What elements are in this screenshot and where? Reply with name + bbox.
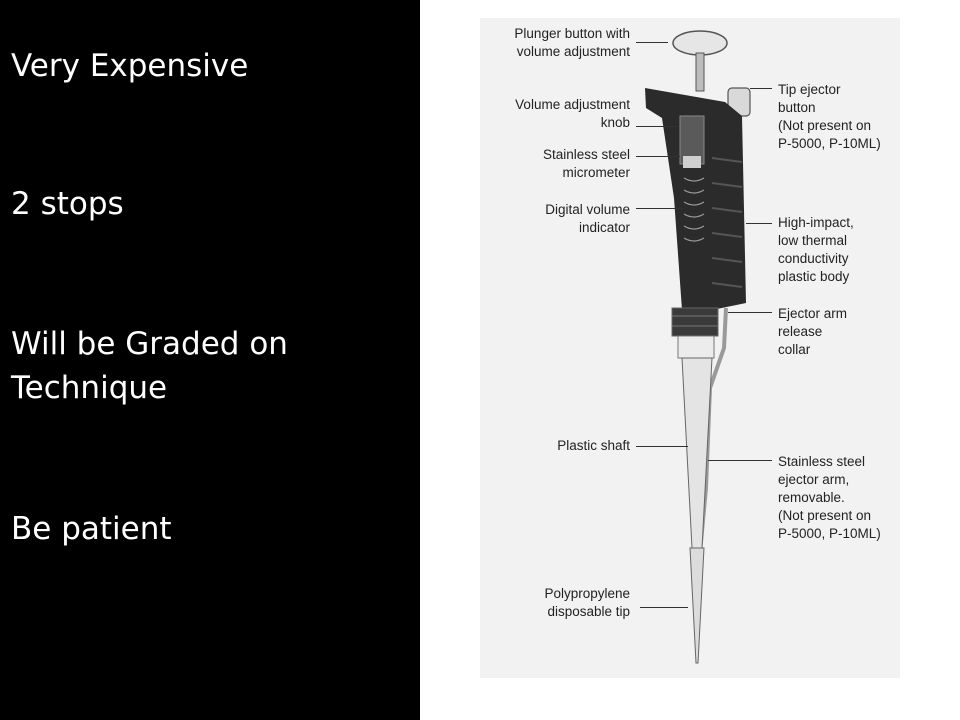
label-volume-adjustment-knob: Volume adjustment knob	[515, 97, 630, 130]
leader-line	[636, 208, 682, 209]
bullet-two-stops: 2 stops	[11, 186, 124, 222]
label-ejector-arm-release-collar: Ejector arm release collar	[778, 306, 848, 357]
leader-line	[708, 460, 772, 461]
label-plastic-shaft: Plastic shaft	[557, 438, 630, 453]
leader-line	[636, 446, 688, 447]
plunger-button-icon	[673, 31, 727, 55]
bullet-graded-on-technique: Will be Graded on Technique	[11, 326, 288, 406]
label-stainless-steel-ejector-arm: Stainless steel ejector arm, removable. (Not present on P-5000, P-10ML)	[778, 454, 881, 541]
bullet-very-expensive: Very Expensive	[11, 48, 249, 84]
left-text-panel	[0, 0, 420, 720]
plastic-shaft-icon	[682, 358, 712, 548]
leader-line	[636, 42, 668, 43]
label-disposable-tip: Polypropylene disposable tip	[544, 586, 630, 619]
leader-line	[750, 88, 772, 89]
lower-collar	[678, 336, 714, 358]
micrometer-icon	[683, 156, 701, 168]
label-plunger-button: Plunger button with volume adjustment	[514, 26, 630, 59]
label-plastic-body: High-impact, low thermal conductivity plastic body	[778, 215, 854, 284]
label-stainless-steel-micrometer: Stainless steel micrometer	[542, 147, 630, 180]
leader-line	[636, 156, 680, 157]
leader-line	[640, 607, 688, 608]
ejector-arm-release-collar-icon	[672, 308, 718, 336]
bullet-be-patient: Be patient	[11, 511, 172, 547]
label-digital-volume-indicator: Digital volume indicator	[545, 202, 630, 235]
pipette-diagram	[480, 18, 900, 678]
leader-line	[728, 312, 772, 313]
plunger-rod	[696, 53, 704, 91]
disposable-tip-icon	[690, 548, 704, 663]
label-tip-ejector-button: Tip ejector button (Not present on P-5000, P-10ML)	[778, 82, 881, 151]
leader-line	[636, 126, 678, 127]
leader-line	[746, 223, 772, 224]
